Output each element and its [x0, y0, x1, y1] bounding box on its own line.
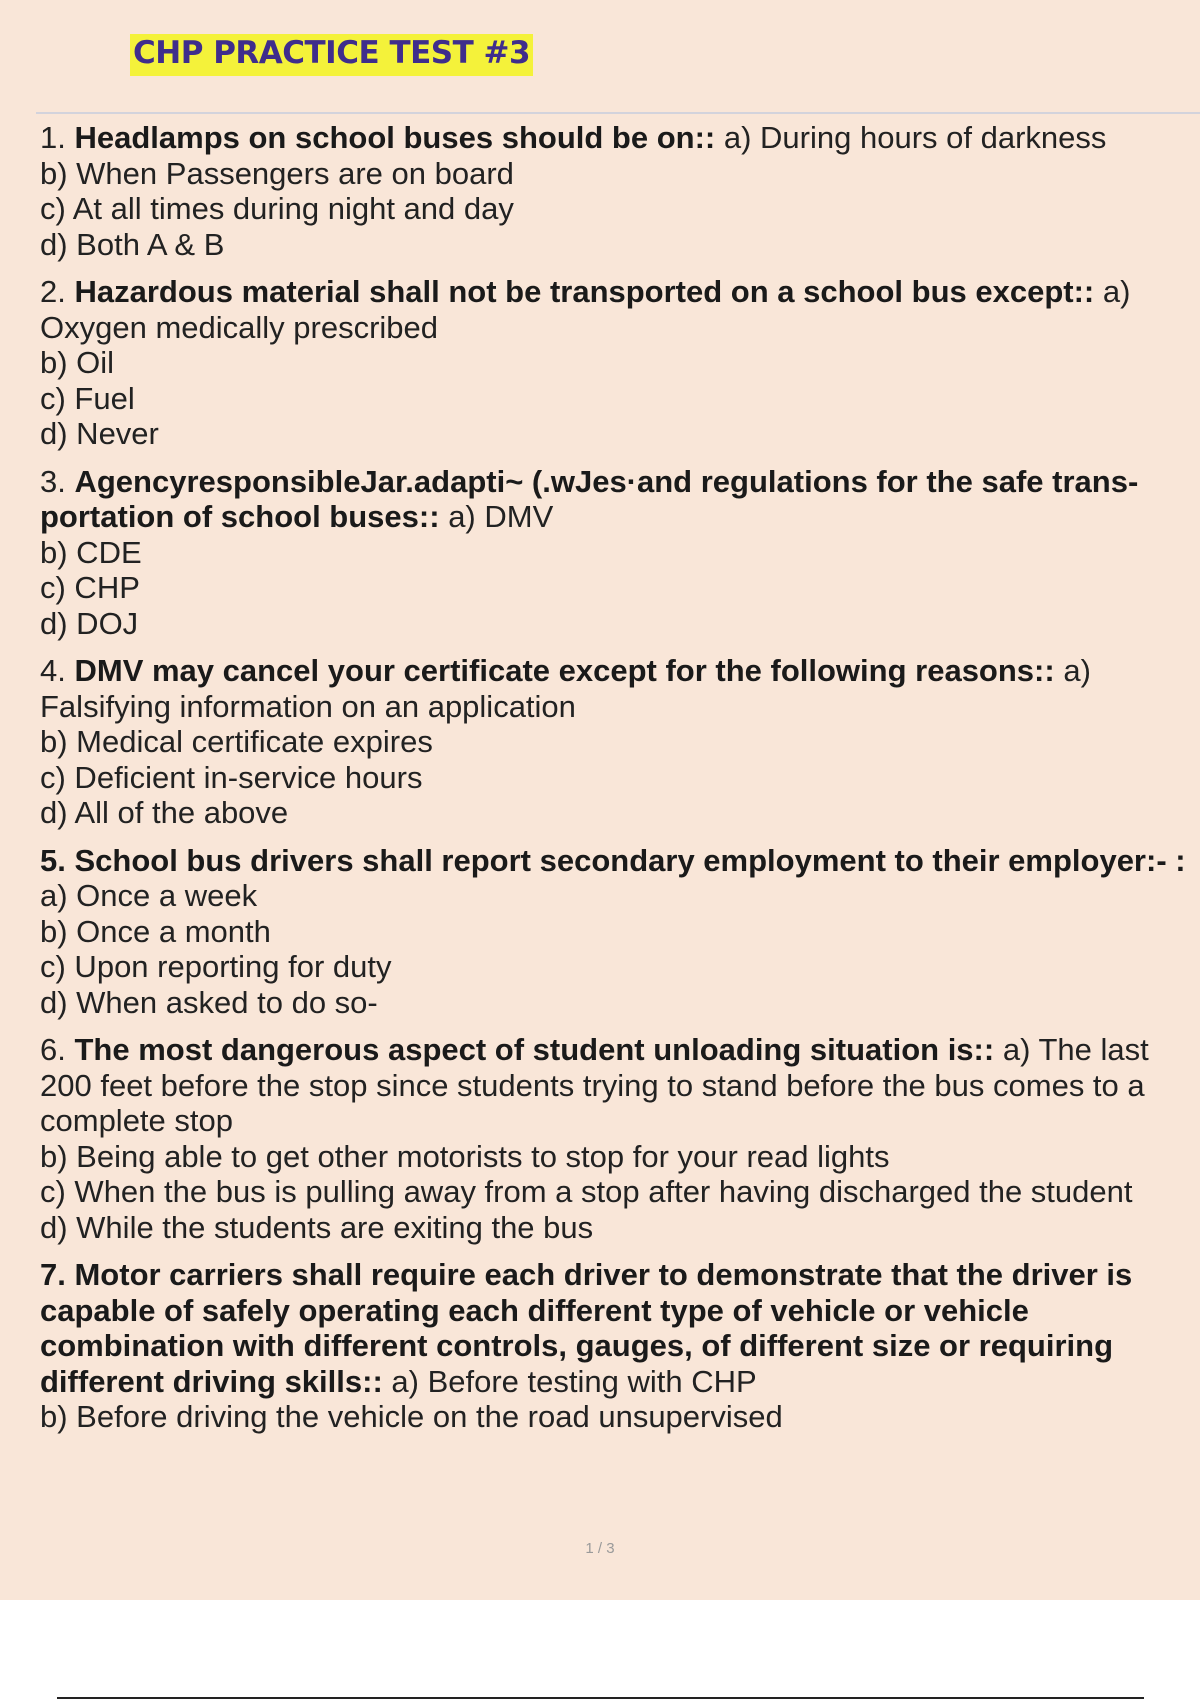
answer-option: a) During hours of darkness	[723, 120, 1107, 155]
question-text: Motor carriers shall require each driver to demonstrate that the driver is capable of safely operating each different type of vehicle or vehicle combination with different controls, gauges, of different size or requiring different driving skills::	[40, 1257, 1133, 1399]
question-text: AgencyresponsibleJar.adapti~ (.wJes·and regulations for the safe trans- portation of school buses::	[40, 463, 1139, 534]
answer-option: c) Upon reporting for duty	[40, 949, 392, 984]
answer-option: a) The last 200 feet before the stop since students trying to stand before the bus comes to a complete stop	[40, 1032, 1149, 1138]
question-item	[40, 1032, 1195, 1245]
answer-option: b) Oil	[40, 345, 115, 380]
answer-option: b) Medical certificate expires	[40, 724, 433, 759]
answer-option: c) Deficient in-service hours	[40, 759, 423, 795]
question-number: 5.	[40, 842, 66, 878]
question-text: Hazardous material shall not be transported on a school bus except::	[74, 274, 1095, 309]
answer-option: d) DOJ	[40, 605, 139, 641]
question-item	[40, 843, 1195, 1021]
question-number: 6.	[40, 1032, 66, 1067]
answer-option: a) Before testing with CHP	[391, 1363, 757, 1399]
question-text: School bus drivers shall report secondary employment to their employer:- :	[74, 842, 1186, 878]
answer-option: a) Oxygen medically prescribed	[40, 274, 1131, 345]
answer-option: b) When Passengers are on board	[40, 155, 514, 191]
question-number: 3.	[40, 463, 66, 499]
answer-option: d) When asked to do so-	[40, 984, 378, 1020]
answer-option: a) Falsifying information on an application	[40, 653, 1091, 724]
question-number: 4.	[40, 653, 66, 688]
answer-option: b) Before driving the vehicle on the road unsupervised	[40, 1399, 783, 1434]
answer-option: c) Fuel	[40, 380, 135, 416]
question-item	[40, 653, 1195, 831]
question-item	[40, 120, 1195, 262]
answer-option: b) CDE	[40, 534, 142, 570]
answer-option: d) Both A & B	[40, 226, 225, 262]
question-list	[40, 120, 1195, 1447]
answer-option: c) At all times during night and day	[40, 191, 514, 226]
answer-option: a) DMV	[448, 499, 554, 534]
page-title: CHP PRACTICE TEST #3	[130, 34, 533, 76]
question-number: 1.	[40, 120, 66, 155]
answer-option: c) CHP	[40, 570, 140, 605]
question-text: Headlamps on school buses should be on::	[74, 120, 716, 155]
page-number: 1 / 3	[585, 1540, 615, 1557]
answer-option: c) When the bus is pulling away from a stop after having discharged the student	[40, 1174, 1133, 1209]
question-item	[40, 464, 1195, 642]
answer-option: b) Once a month	[40, 913, 271, 949]
page-bottom-rule	[57, 1697, 1144, 1699]
title-divider	[36, 112, 1200, 114]
question-item	[40, 274, 1195, 452]
answer-option: d) While the students are exiting the bus	[40, 1209, 594, 1245]
answer-option: d) Never	[40, 416, 159, 451]
answer-option: a) Once a week	[40, 878, 258, 913]
answer-option: d) All of the above	[40, 795, 289, 830]
question-number: 7.	[40, 1257, 66, 1292]
question-text: The most dangerous aspect of student unloading situation is::	[74, 1032, 995, 1067]
question-item	[40, 1257, 1195, 1435]
question-text: DMV may cancel your certificate except for the following reasons::	[74, 653, 1055, 688]
question-number: 2.	[40, 274, 66, 309]
answer-option: b) Being able to get other motorists to stop for your read lights	[40, 1138, 890, 1174]
